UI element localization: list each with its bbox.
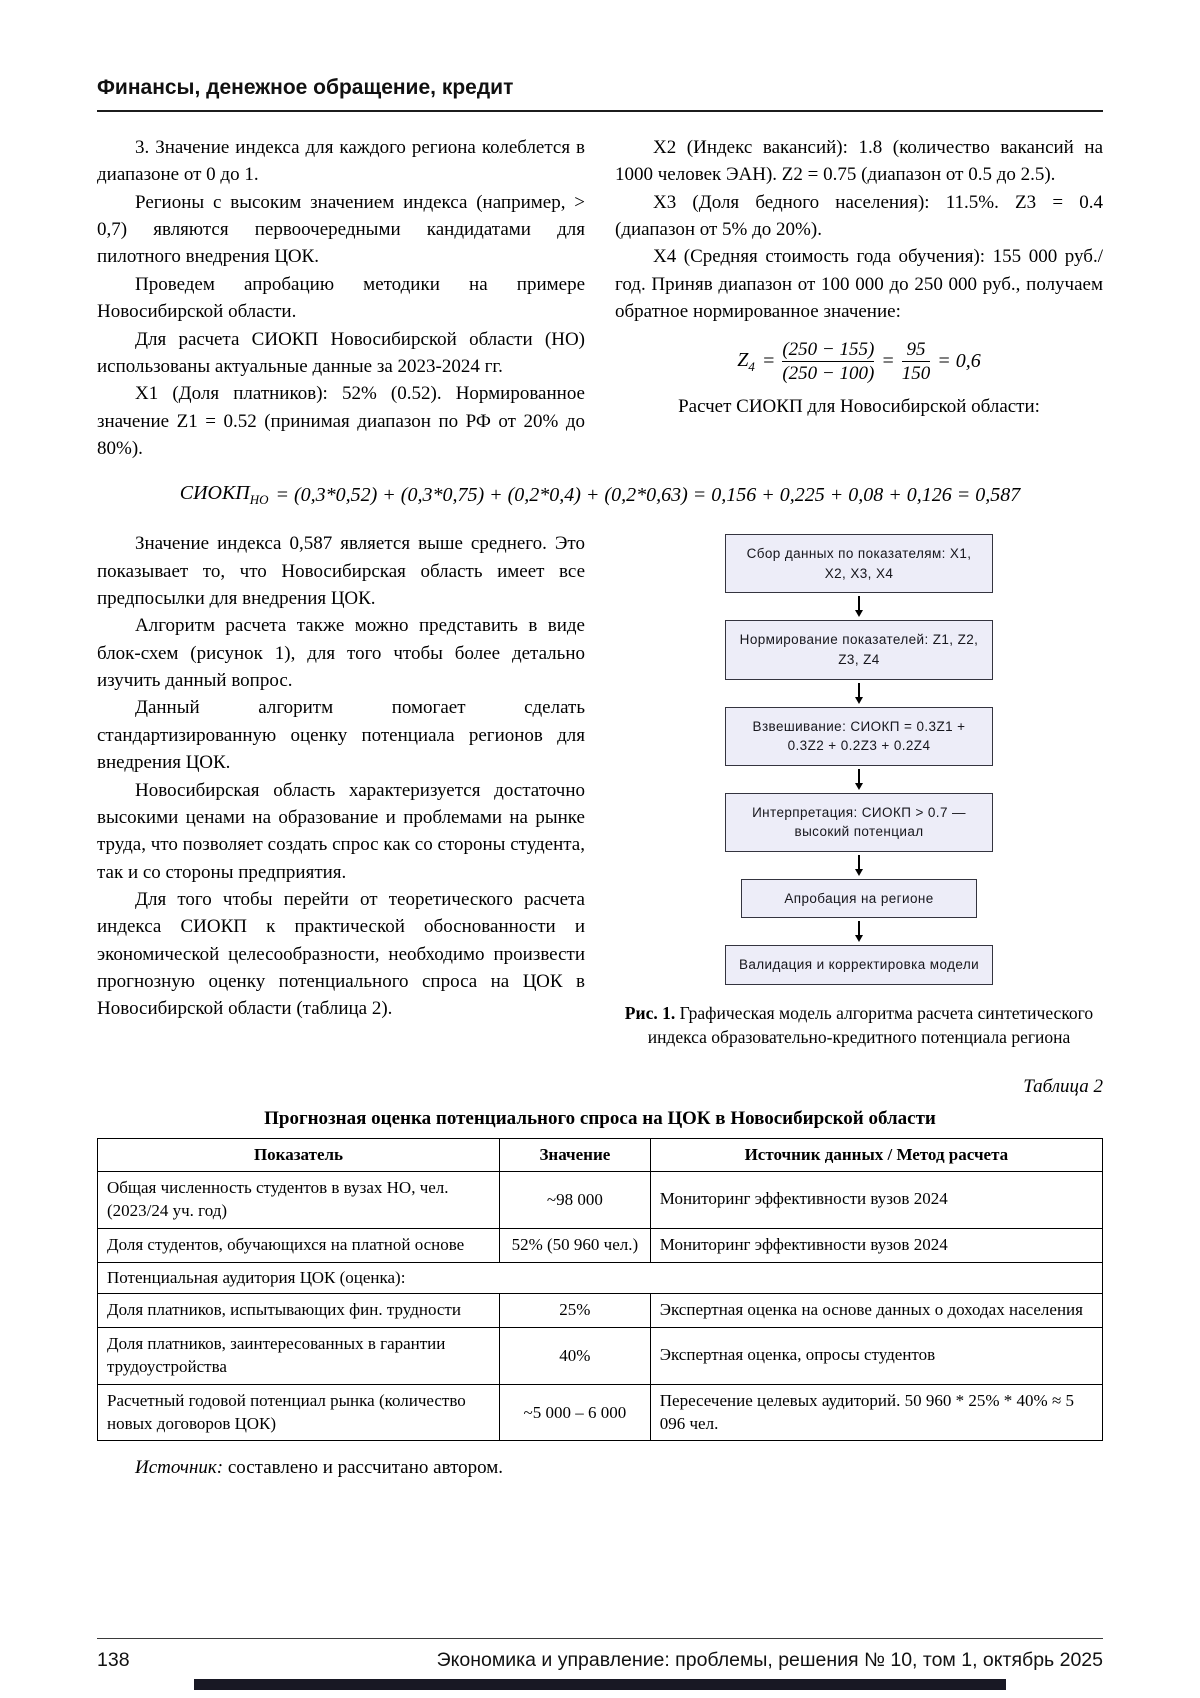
calc-lead-line: Расчет СИОКП для Новосибирской области:: [678, 396, 1040, 418]
table-cell-indicator: Доля студентов, обучающихся на платной основе: [98, 1228, 500, 1262]
z4-variable: $Z_4$: [737, 348, 755, 374]
z4-subscript: 4: [748, 358, 755, 374]
running-head: Финансы, денежное обращение, кредит: [97, 76, 514, 99]
table-row: [98, 1327, 1103, 1384]
table-span-cell: Потенциальная аудитория ЦОК (оценка):: [98, 1262, 1103, 1293]
left-column-bottom: [97, 530, 585, 1050]
flowchart-step: Интерпретация: СИОКП > 0.7 — высокий потенциал: [725, 793, 993, 852]
figure-caption-label: Рис. 1.: [624, 1002, 676, 1023]
table-cell-source: Пересечение целевых аудиторий. 50 960 * 25% * 40% ≈ 5 096 чел.: [650, 1384, 1102, 1441]
paragraph: X3 (Доля бедного населения): 11.5%. Z3 = 0.4 (диапазон от 5% до 20%).: [615, 191, 1103, 241]
bottom-band: [194, 1679, 1006, 1690]
footer-rule: [97, 1638, 1103, 1639]
source-note-text: составлено и рассчитано автором.: [223, 1457, 504, 1479]
fraction-numerator: 95: [906, 338, 926, 360]
table-cell-source: Экспертная оценка на основе данных о доходах населения: [650, 1293, 1102, 1327]
table-cell-source: Экспертная оценка, опросы студентов: [650, 1327, 1102, 1384]
table-header-value: Значение: [500, 1138, 651, 1171]
table-row: [98, 1171, 1103, 1228]
paragraph: X2 (Индекс вакансий): 1.8 (количество вакансий на 1000 человек ЭАН). Z2 = 0.75 (диапазон от 0.5 до 2.5).: [615, 137, 1103, 186]
flowchart-step: Нормирование показателей: Z1, Z2, Z3, Z4: [725, 620, 993, 679]
down-arrow-icon: [858, 769, 860, 784]
table-header-indicator: Показатель: [98, 1138, 500, 1171]
flowchart-figure: [725, 534, 993, 985]
flowchart-step: Сбор данных по показателям: X1, X2, X3, X4: [725, 534, 993, 593]
siokp-expression: = (0,3*0,52) + (0,3*0,75) + (0,2*0,4) + (0,2*0,63) = 0,156 + 0,225 + 0,08 + 0,126 = 0,587: [275, 483, 1021, 506]
text-section-top: [97, 134, 1103, 462]
table-row: [98, 1384, 1103, 1441]
fraction-numerator: (250 − 155): [782, 338, 875, 360]
flowchart-step: Взвешивание: СИОКП = 0.3Z1 + 0.3Z2 + 0.2Z3 + 0.2Z4: [725, 707, 993, 766]
figure-column: [615, 530, 1103, 1050]
fraction-denominator: (250 − 100): [782, 363, 875, 385]
table-cell-indicator: Общая численность студентов в вузах НО, чел. (2023/24 уч. год): [98, 1171, 500, 1228]
table-cell-indicator: Расчетный годовой потенциал рынка (количество новых договоров ЦОК): [98, 1384, 500, 1441]
page-number: 138: [97, 1649, 130, 1671]
down-arrow-icon: [858, 596, 860, 611]
paragraph: X4 (Средняя стоимость года обучения): 155 000 руб./год. Приняв диапазон от 100 000 до 250 000 руб., получаем обратное нормированное значение:: [615, 246, 1103, 323]
table-title: Прогнозная оценка потенциального спроса на ЦОК в Новосибирской области: [264, 1107, 936, 1129]
flowchart-step: Валидация и корректировка модели: [725, 945, 993, 985]
equals-sign: =: [761, 350, 776, 373]
table-number-label: Таблица 2: [1023, 1075, 1103, 1097]
paragraph: Значение индекса 0,587 является выше среднего. Это показывает то, что Новосибирская область имеет все предпосылки для внедрения ЦОК.: [97, 533, 585, 610]
fraction-2: [902, 338, 931, 387]
paragraph: X1 (Доля платников): 52% (0.52). Нормированное значение Z1 = 0.52 (принимая диапазон по РФ от 20% до 80%).: [97, 383, 585, 459]
paragraph: Новосибирская область характеризуется достаточно высокими ценами на образование и проблемами на рынке труда, что позволяет создать спрос как со стороны студента, так и со стороны предприятия.: [97, 779, 585, 883]
table-cell-value: ~98 000: [500, 1171, 651, 1228]
formula-result: = 0,6: [937, 350, 981, 373]
table-row: [98, 1262, 1103, 1293]
right-column-top: [615, 134, 1103, 462]
flowchart-step: Апробация на регионе: [741, 879, 977, 919]
source-note: [97, 1457, 1103, 1479]
right-paragraphs: [615, 134, 1103, 326]
siokp-formula: [97, 482, 1103, 508]
paragraph: 3. Значение индекса для каждого региона колеблется в диапазоне от 0 до 1.: [97, 137, 585, 186]
left-column-top: [97, 134, 585, 462]
table-cell-value: 52% (50 960 чел.): [500, 1228, 651, 1262]
paragraph: Для того чтобы перейти от теоретического расчета индекса СИОКП к практической обоснованности и экономической целесообразности, необходимо произвести прогнозную оценку потенциального спроса на ЦОК в Новосибирской области (таблица 2).: [97, 888, 585, 1020]
paragraph: Данный алгоритм помогает сделать стандартизированную оценку потенциала регионов для внедрения ЦОК.: [97, 697, 585, 774]
equals-sign: =: [881, 350, 895, 373]
table-cell-source: Мониторинг эффективности вузов 2024: [650, 1228, 1102, 1262]
fraction-denominator: 150: [901, 363, 931, 385]
journal-title: Экономика и управление: проблемы, решения № 10, том 1, октябрь 2025: [436, 1649, 1103, 1671]
siokp-lhs: $СИОКП_{НО}$: [179, 482, 269, 508]
text-section-bottom: [97, 530, 1103, 1050]
source-note-label: Источник:: [135, 1457, 224, 1479]
paragraph: Для расчета СИОКП Новосибирской области (НО) использованы актуальные данные за 2023-2024 гг.: [97, 328, 585, 377]
paragraph: Проведем апробацию методики на примере Новосибирской области.: [97, 273, 585, 323]
forecast-table: [97, 1138, 1103, 1442]
z4-formula: [615, 338, 1103, 387]
table-row: [98, 1293, 1103, 1327]
table-cell-value: 40%: [500, 1327, 651, 1384]
table-header-row: [98, 1138, 1103, 1171]
fraction-1: [782, 338, 874, 387]
down-arrow-icon: [858, 855, 860, 870]
table-cell-source: Мониторинг эффективности вузов 2024: [650, 1171, 1102, 1228]
table-row: [98, 1228, 1103, 1262]
paragraph: Алгоритм расчета также можно представить в виде блок-схем (рисунок 1), для того чтобы более детально изучить данный вопрос.: [97, 615, 585, 692]
figure-caption: [615, 1001, 1103, 1050]
table-cell-value: 25%: [500, 1293, 651, 1327]
down-arrow-icon: [858, 683, 860, 698]
table-header-source: Источник данных / Метод расчета: [650, 1138, 1102, 1171]
table-cell-value: ~5 000 – 6 000: [500, 1384, 651, 1441]
page-footer: [97, 1638, 1103, 1672]
figure-caption-text: Графическая модель алгоритма расчета синтетического индекса образовательно-кредитного потенциала региона: [647, 1002, 1094, 1048]
paragraph: Регионы с высоким значением индекса (например, > 0,7) являются первоочередными кандидатами для пилотного внедрения ЦОК.: [97, 191, 585, 268]
table-cell-indicator: Доля платников, заинтересованных в гарантии трудоустройства: [98, 1327, 500, 1384]
table-cell-indicator: Доля платников, испытывающих фин. трудности: [98, 1293, 500, 1327]
down-arrow-icon: [858, 921, 860, 936]
header-rule: [97, 110, 1103, 112]
siokp-subscript: НО: [249, 492, 269, 508]
